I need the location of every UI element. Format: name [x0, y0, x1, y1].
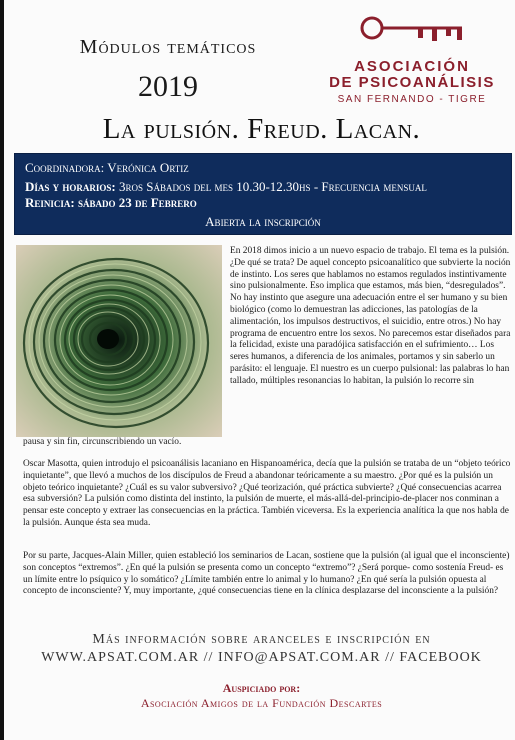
paragraph-intro-end: pausa y sin fin, circunscribiendo un vacío.: [23, 437, 182, 447]
restart-row: [25, 195, 197, 211]
page-title: La pulsión. Freud. Lacan.: [102, 113, 421, 145]
schedule-row: [25, 179, 427, 195]
restart-label: Reinicia:: [25, 195, 75, 210]
more-info-text: Más información sobre aranceles e inscripción en: [92, 632, 431, 647]
sponsor-name: Asociación Amigos de la Fundación Descartes: [140, 696, 383, 710]
enrollment-open-text: Abierta la inscripción: [205, 214, 321, 229]
coordinator-text: Coordinadora: Verónica Ortiz: [25, 160, 189, 175]
logo-text-psicoanalisis: DE PSICOANÁLISIS: [329, 74, 495, 91]
contact-links[interactable]: WWW.APSAT.COM.AR // INFO@APSAT.COM.AR // FACEBOOK: [41, 650, 482, 665]
schedule-label: Días y horarios:: [25, 179, 116, 194]
sponsor-label: Auspiciado por:: [222, 681, 301, 695]
paragraph-masotta: Oscar Masotta, quien introdujo el psicoanálisis lacaniano en Hispanoamérica, decía que la pulsión se trataba de un “objeto teórico inquietante”, que llevó a muchos de los discípulos de Freud a abandonar teóricamente a su maestro. ¿Por qué es la pulsión un objeto teórico inquietante? ¿Cuál es su valor subversivo? ¿Qué teorización, qué práctica subvierte? ¿Qué consecuencias acarrea esa subversión? La pulsión como distinta del instinto, la pulsión de muerte, el más-allá-del-principio-de-placer nos conminan a pensar este concepto y extraer las consecuencias en la práctica. También viceversa. Es la experiencia analítica la que nos habla de la pulsión. Aunque ésta sea muda.: [23, 459, 511, 528]
modulos-heading: Módulos temáticos: [79, 36, 257, 58]
paragraph-intro: En 2018 dimos inicio a un nuevo espacio de trabajo. El tema es la pulsión. ¿De qué se trata? De aquel concepto psicoanalítico que subvierte la noción de instinto. Los seres que hablamos no estamos regulados instintivamente sino pulsionalmente. Eso implica que estamos, más bien, “desregulados”. No hay instinto que asegure una adecuación entre el ser humano y su bien biológico (como lo demuestran las adicciones, las patologías de la alimentación, los impulsos destructivos, el suicidio, entre otros.) No hay programa de encuentro entre los sexos. No parecemos estar diseñados para la felicidad, existe una paradójica satisfacción en el sufrimiento… Los seres humanos, a diferencia de los animales, portamos y sin saberlo un parásito: el lenguaje. El nuestro es un cuerpo pulsional: las palabras lo han tallado, múltiples resonancias lo habitan, la pulsión lo recorre sin: [230, 246, 511, 386]
schedule-value: 3ros Sábados del mes 10.30-12.30hs - Frecuencia mensual: [118, 179, 427, 194]
paragraph-miller: Por su parte, Jacques-Alain Miller, quien estableció los seminarios de Lacan, sostiene que la pulsión (al igual que el inconsciente) son conceptos “extremos”. ¿En qué la pulsión se presenta como un concepto “extremo”? ¿Será porque- como sostenía Freud- es un límite entre lo psíquico y lo somático? ¿Límite también entre lo animal y lo humano? ¿En qué sería la pulsión opuesta al concepto de inconsciente? Y, muy importante, ¿qué consecuencias tiene en la clínica desplazarse del inconsciente a la pulsión?: [23, 551, 510, 597]
logo-text-location: SAN FERNANDO - TIGRE: [337, 94, 487, 105]
info-band: [14, 153, 512, 235]
association-logo: [312, 14, 512, 110]
logo-text-asociacion: ASOCIACIÓN: [354, 58, 470, 75]
restart-value: sábado 23 de Febrero: [77, 195, 197, 210]
year-heading: 2019: [138, 70, 198, 103]
key-icon: [358, 14, 468, 54]
spiral-tunnel-image: [16, 245, 222, 437]
